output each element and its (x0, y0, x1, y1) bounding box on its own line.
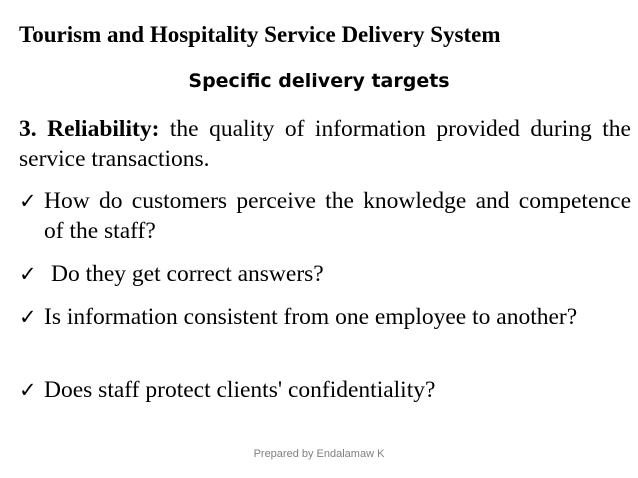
footer-credit: Prepared by Endalamaw K (253, 448, 385, 460)
bullet-text: Do they get correct answers? (51, 261, 324, 287)
check-icon: ✓ (19, 262, 37, 286)
intro-text: the quality of information provided during the service transactions. (19, 116, 631, 172)
bullet-item (19, 375, 631, 405)
check-icon: ✓ (19, 189, 37, 213)
bullet-item (19, 186, 631, 246)
bullet-text: Is information consistent from one employee to another? (44, 304, 578, 330)
check-icon: ✓ (19, 378, 37, 402)
bullet-item (19, 302, 631, 332)
slide-subtitle: Specific delivery targets (188, 70, 450, 92)
intro-lead: 3. Reliability: (19, 116, 160, 142)
bullet-text: How do customers perceive the knowledge and competence of the staff? (44, 188, 631, 244)
slide-title: Tourism and Hospitality Service Delivery System (19, 22, 501, 47)
bullet-text: Does staff protect clients' confidentiality? (44, 377, 436, 403)
intro-paragraph (19, 114, 631, 174)
bullet-item (19, 259, 631, 289)
check-icon: ✓ (19, 305, 37, 329)
